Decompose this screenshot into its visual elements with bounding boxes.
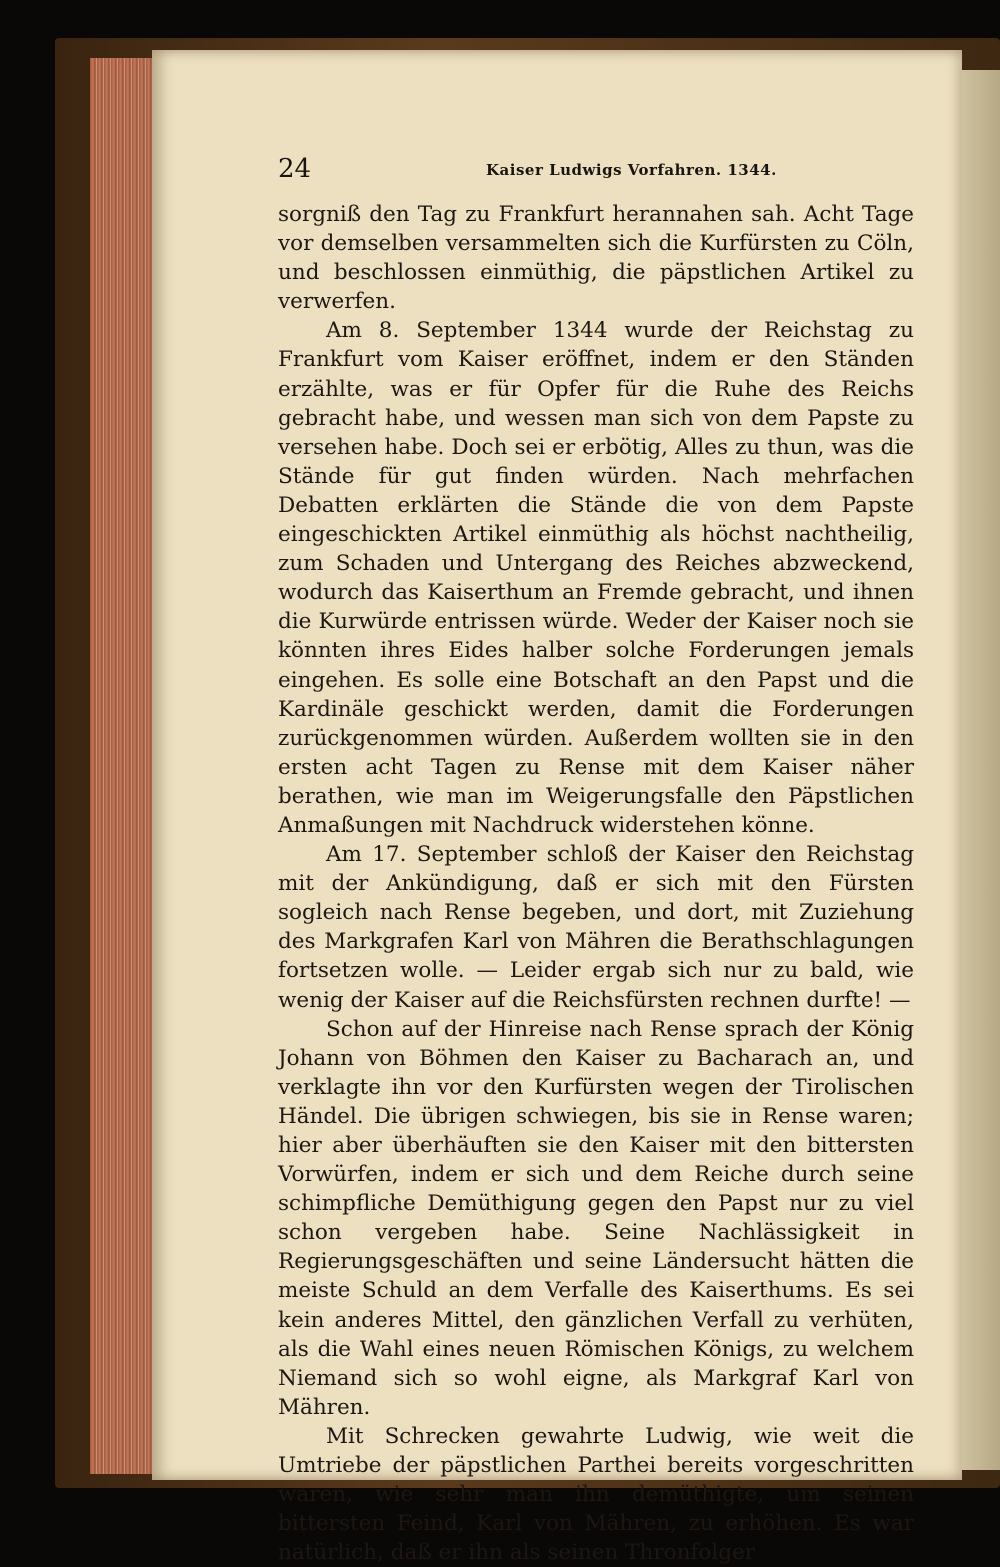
page-number: 24 — [278, 154, 312, 184]
paragraph-4: Schon auf der Hinreise nach Rense sprach der König Johann von Böhmen den Kaiser zu Bacharach an, und verklagte ihn vor den Kurfürsten wegen der Tirolischen Händel. Die übrigen schwiegen, bis sie in Rense waren; hier aber überhäuften sie den Kaiser mit den bittersten Vorwürfen, indem er sich und dem Reiche durch seine schimpfliche Demüthigung gegen den Papst nur zu viel schon vergeben habe. Seine Nachlässigkeit in Regierungsgeschäften und seine Ländersucht hätten die meiste Schuld an dem Verfalle des Kaiserthums. Es sei kein anderes Mittel, den gänzlichen Verfall zu verhüten, als die Wahl eines neuen Römischen Königs, zu welchem Niemand sich so wohl eigne, als Markgraf Karl von Mähren. — [278, 1016, 914, 1420]
paragraph-5: Mit Schrecken gewahrte Ludwig, wie weit die Umtriebe der päpstlichen Parthei bereits vorgeschritten waren, wie sehr man ihn demüthigte, um seinen bittersten Feind, Karl von Mähren, zu erhöhen. Es war natürlich, daß er ihn als seinen Thronfolger — [278, 1423, 914, 1566]
page-edges — [90, 58, 160, 1474]
body-text — [278, 200, 914, 1567]
paragraph-1: sorgniß den Tag zu Frankfurt herannahen sah. Acht Tage vor demselben versammelten sich die Kurfürsten zu Cöln, und beschlossen einmüthig, die päpstlichen Artikel zu verwerfen. — [278, 202, 914, 315]
paragraph-2: Am 8. September 1344 wurde der Reichstag zu Frankfurt vom Kaiser eröffnet, indem er den Ständen erzählte, was er für Opfer für die Ruhe des Reichs gebracht habe, und wessen man sich von dem Papste zu versehen habe. Doch sei er erbötig, Alles zu thun, was die Stände für gut finden würden. Nach mehrfachen Debatten erklärten die Stände die von dem Papste eingeschickten Artikel einmüthig als höchst nachtheilig, zum Schaden und Untergang des Reiches abzweckend, wodurch das Kaiserthum an Fremde gebracht, und ihnen die Kurwürde entrissen würde. Weder der Kaiser noch sie könnten ihres Eides halber solche Forderungen jemals eingehen. Es solle eine Botschaft an den Papst und die Kardinäle geschickt werden, damit die Forderungen zurückgenommen würden. Außerdem wollten sie in den ersten acht Tagen zu Rense mit dem Kaiser näher berathen, wie man im Weigerungsfalle den Päpstlichen Anmaßungen mit Nachdruck widerstehen könne. — [278, 318, 914, 838]
running-head — [278, 152, 918, 192]
paragraph-3: Am 17. September schloß der Kaiser den Reichstag mit der Ankündigung, daß er sich mit den Fürsten sogleich nach Rense begeben, und dort, mit Zuziehung des Markgrafen Karl von Mähren die Berathschlagungen fortsetzen wolle. — Leider ergab sich nur zu bald, wie wenig der Kaiser auf die Reichsfürsten rechnen durfte! — — [278, 842, 914, 1013]
facing-page-edge — [962, 70, 1000, 1470]
running-title: Kaiser Ludwigs Vorfahren. 1344. — [486, 161, 777, 179]
